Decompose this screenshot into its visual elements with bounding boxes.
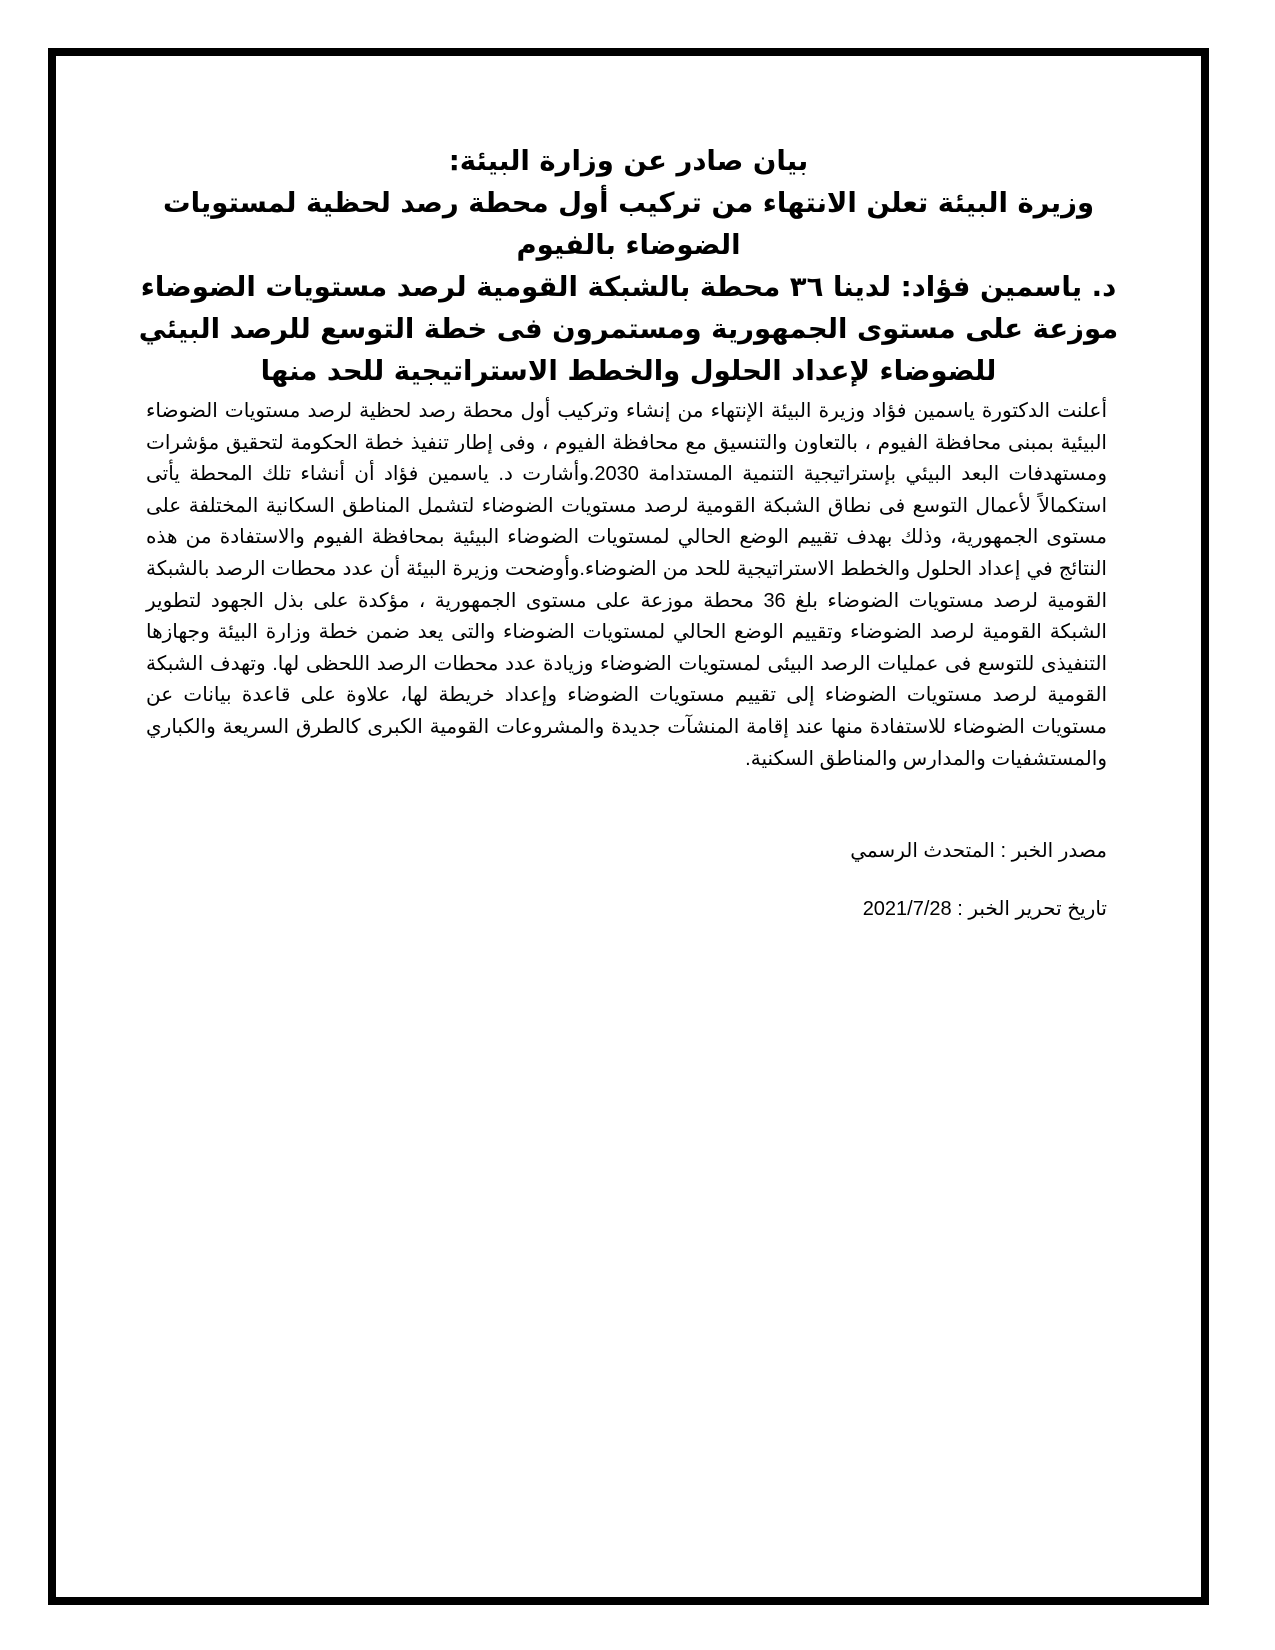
statement-body: أعلنت الدكتورة ياسمين فؤاد وزيرة البيئة الإنتهاء من إنشاء وتركيب أول محطة رصد لحظية لرصد مستويات الضوضاء البيئية بمبنى محافظة الفيوم ، بالتعاون والتنسيق مع محافظة الفيوم ، وفى إطار تنفيذ خطة الحكومة لتحقيق مؤشرات ومستهدفات البعد البيئي بإستراتيجية التنمية المستدامة 2030.وأشارت د. ياسمين فؤاد أن أنشاء تلك المحطة يأتى استكمالاً لأعمال التوسع فى نطاق الشبكة القومية لرصد مستويات الضوضاء لتشمل المناطق السكانية المختلفة على مستوى الجمهورية، وذلك بهدف تقييم الوضع الحالي لمستويات الضوضاء البيئية بمحافظة الفيوم والاستفادة من هذه النتائج في إعداد الحلول والخطط الاستراتيجية للحد من الضوضاء.وأوضحت وزيرة البيئة أن عدد محطات الرصد بالشبكة القومية لرصد مستويات الضوضاء بلغ 36 محطة موزعة على مستوى الجمهورية ، مؤكدة على بذل الجهود لتطوير الشبكة القومية لرصد الضوضاء وتقييم الوضع الحالي لمستويات الضوضاء والتى يعد ضمن خطة وزارة البيئة وجهازها التنفيذى للتوسع فى عمليات الرصد البيئى لمستويات الضوضاء وزيادة عدد محطات الرصد اللحظى لها. وتهدف الشبكة القومية لرصد مستويات الضوضاء إلى تقييم مستويات الضوضاء وإعداد خريطة لها، علاوة على قاعدة بيانات عن مستويات الضوضاء للاستفادة منها عند إقامة المنشآت جديدة والمشروعات القومية الكبرى كالطرق السريعة والكباري والمستشفيات والمدارس والمناطق السكنية. [146,400,1108,770]
heading-line-quote-3: للضوضاء لإعداد الحلول والخطط الاستراتيجية للحد منها [260,355,997,387]
news-source: مصدر الخبر : المتحدث الرسمي [850,840,1107,863]
heading-line-quote-2: موزعة على مستوى الجمهورية ومستمرون فى خطة التوسع للرصد البيئي [138,313,1119,345]
news-date: تاريخ تحرير الخبر : 2021/7/28 [862,898,1107,921]
heading-line-headline-1: وزيرة البيئة تعلن الانتهاء من تركيب أول محطة رصد لحظية لمستويات [162,187,1095,219]
heading-line-quote-1: د. ياسمين فؤاد: لدينا ٣٦ محطة بالشبكة القومية لرصد مستويات الضوضاء [140,271,1117,303]
statement-heading [138,140,1119,392]
heading-line-headline-2: الضوضاء بالفيوم [516,229,741,261]
heading-line-issuer: بيان صادر عن وزارة البيئة: [448,145,809,177]
press-release [138,140,1119,924]
